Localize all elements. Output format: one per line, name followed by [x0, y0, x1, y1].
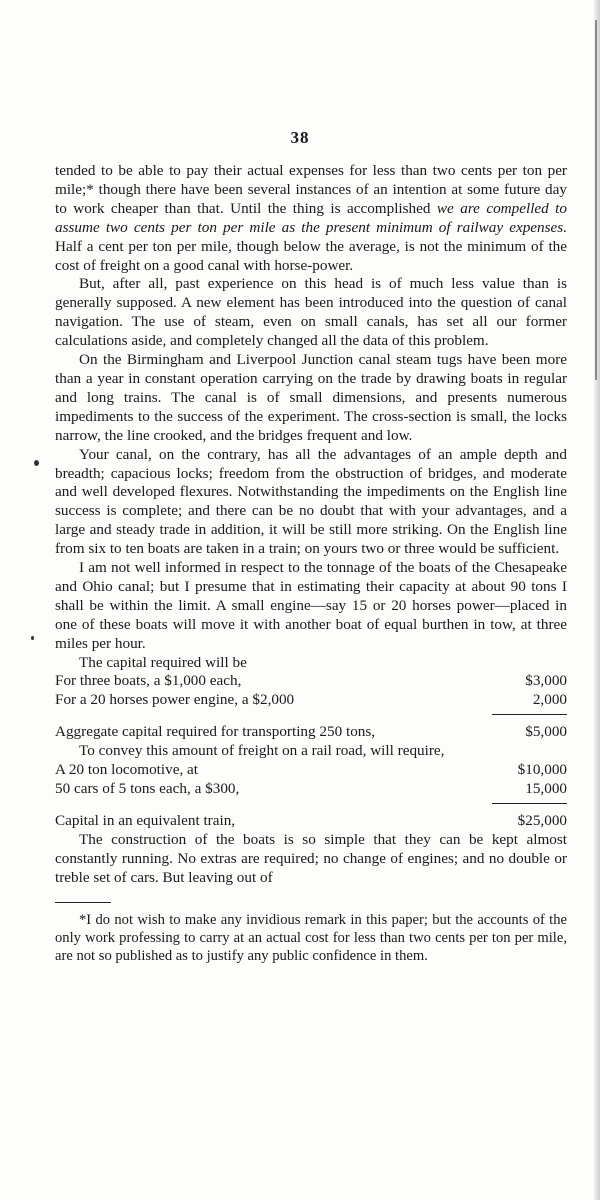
cost-amount: 15,000	[525, 780, 567, 797]
cost-label: 50 cars of 5 tons each, a $300,	[55, 780, 240, 797]
cost-row-aggregate	[55, 723, 567, 742]
cost-row-boats	[55, 672, 567, 691]
sum-rule	[492, 803, 567, 804]
cost-label: For three boats, a $1,000 each,	[55, 672, 242, 690]
footnote: *I do not wish to make any invidious remark in this paper; but the accounts of the only work professing to carry at an actual cost for less than two cents per ton per mile, are not so published as to justify any public confidence in them.	[55, 911, 567, 965]
cost-row-cars	[55, 780, 567, 799]
page-edge	[594, 0, 600, 1200]
footnote-rule	[55, 902, 111, 903]
cost-amount: $5,000	[525, 723, 567, 741]
ink-speck	[34, 460, 39, 466]
cost-label: For a 20 horses power engine, a $2,000	[55, 691, 295, 709]
page-number: 38	[290, 128, 310, 147]
paragraph-1	[55, 162, 567, 275]
cost-row-engine	[55, 691, 567, 710]
cost-label: Aggregate capital required for transporting 250 tons,	[55, 723, 376, 741]
paragraph-3: On the Birmingham and Liverpool Junction canal steam tugs have been more than a year in constant operation carrying on the trade by drawing boats in regular and long trains. The canal is of small dimensions, and presents numerous impediments to the success of the experiment. The cross-section is small, the locks narrow, the line crooked, and the bridges frequent and low.	[55, 351, 567, 444]
cost-label: A 20 ton locomotive, at	[55, 761, 198, 779]
cost-table	[55, 654, 567, 831]
paragraph-6: The construction of the boats is so simple that they can be kept almost constantly running. No extras are required; no change of engines; and no double or treble set of cars. But leaving out of	[55, 830, 567, 886]
cost-label: Capital in an equivalent train,	[55, 811, 236, 829]
paragraph-1-end: Half a cent per ton per mile, though below the average, is not the minimum of the cost of freight on a good canal with horse-power.	[55, 237, 567, 274]
cost-amount: $10,000	[517, 761, 567, 779]
paragraph-4: Your canal, on the contrary, has all the advantages of an ample depth and breadth; capacious locks; freedom from the obstruction of bridges, and moderate and well developed flexures. Notwithstanding the impediments on the English line success is complete; and there can be no doubt that with your advantages, and a large and steady trade in addition, it will be still more striking. On the English line from six to ten boats are taken in a train; on yours two or three would be sufficient.	[55, 445, 567, 558]
cost-amount: $25,000	[517, 811, 567, 829]
railroad-intro-row	[55, 742, 567, 761]
cost-row-train	[55, 812, 567, 831]
cost-intro-row	[55, 654, 567, 673]
ink-speck	[31, 636, 34, 640]
body-text	[55, 162, 567, 966]
cost-row-locomotive	[55, 761, 567, 780]
paragraph-2: But, after all, past experience on this head is of much less value than is generally supposed. A new element has been introduced into the question of canal navigation. The use of steam, even on small canals, has set all our former calculations aside, and completely changed all the data of this problem.	[55, 275, 567, 350]
cost-intro: The capital required will be	[79, 653, 247, 671]
sum-rule	[492, 714, 567, 715]
cost-amount: 2,000	[532, 691, 567, 709]
paragraph-5: I am not well informed in respect to the tonnage of the boats of the Chesapeake and Ohio canal; but I presume that in estimating their capacity at about 90 tons I shall be within the limit. A small engine—say 15 or 20 horses power—placed in one of these boats will move it with another boat of equal burthen in tow, at three miles per hour.	[55, 559, 567, 652]
cost-amount: $3,000	[525, 672, 567, 690]
paragraph-1-emphasis: we are compelled to assume two cents per ton per mile as the present minimum of railway expenses.	[55, 199, 567, 236]
railroad-intro: To convey this amount of freight on a rail road, will require,	[79, 742, 445, 760]
paragraph-1-start: tended to be able to pay their actual expenses for less than two cents per ton per mile;* though there have been several instances of an intention at some future day to work cheaper than that. Until the thing is accomplished	[55, 162, 567, 217]
